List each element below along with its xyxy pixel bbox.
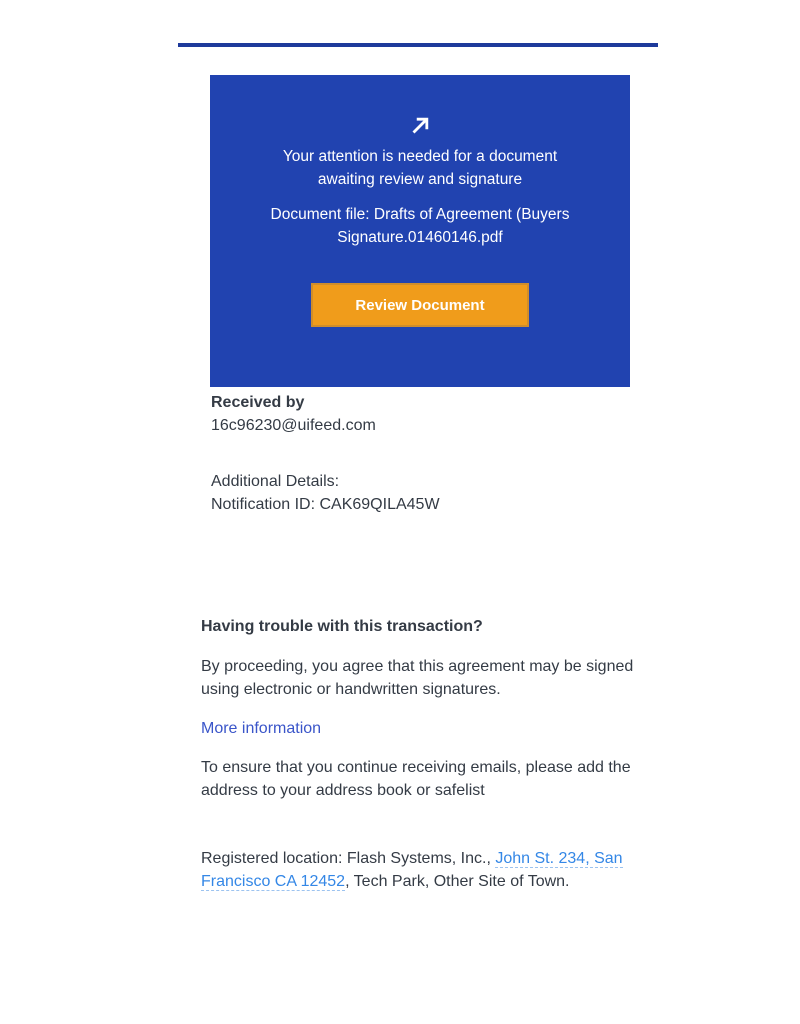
agreement-line2: using electronic or handwritten signatures. bbox=[201, 681, 501, 698]
received-by-label: Received by bbox=[211, 394, 305, 411]
registered-location-paragraph bbox=[201, 847, 633, 893]
safelist-paragraph bbox=[201, 756, 631, 802]
agreement-line1: By proceeding, you agree that this agreement may be signed bbox=[201, 658, 634, 675]
registered-location-prefix: Registered location: Flash Systems, Inc., bbox=[201, 850, 496, 867]
additional-details-block bbox=[211, 470, 440, 516]
document-file-line1: Document file: Drafts of Agreement (Buyers bbox=[270, 206, 570, 223]
attention-heading-line2: awaiting review and signature bbox=[317, 171, 523, 188]
trouble-heading: Having trouble with this transaction? bbox=[201, 618, 483, 635]
attention-heading-line1: Your attention is needed for a document bbox=[282, 148, 558, 165]
arrow-up-right-icon bbox=[210, 113, 630, 139]
top-divider-rule bbox=[178, 43, 658, 47]
notification-id: Notification ID: CAK69QILA45W bbox=[211, 496, 440, 513]
address-link[interactable]: John St. 234, San Francisco CA 12452 bbox=[201, 850, 623, 890]
safelist-line2: address to your address book or safelist bbox=[201, 782, 485, 799]
safelist-line1: To ensure that you continue receiving emails, please add the bbox=[201, 759, 631, 776]
notification-card bbox=[210, 75, 630, 387]
registered-location-suffix: , Tech Park, Other Site of Town. bbox=[345, 873, 570, 890]
more-information-link[interactable]: More information bbox=[201, 720, 322, 737]
document-file-line2: Signature.01460146.pdf bbox=[337, 229, 503, 246]
document-file-text bbox=[210, 203, 630, 249]
attention-heading bbox=[210, 145, 630, 191]
agreement-paragraph bbox=[201, 655, 633, 701]
review-document-button[interactable]: Review Document bbox=[311, 283, 529, 327]
recipient-email: 16c96230@uifeed.com bbox=[211, 417, 376, 434]
additional-details-label: Additional Details: bbox=[211, 473, 340, 490]
